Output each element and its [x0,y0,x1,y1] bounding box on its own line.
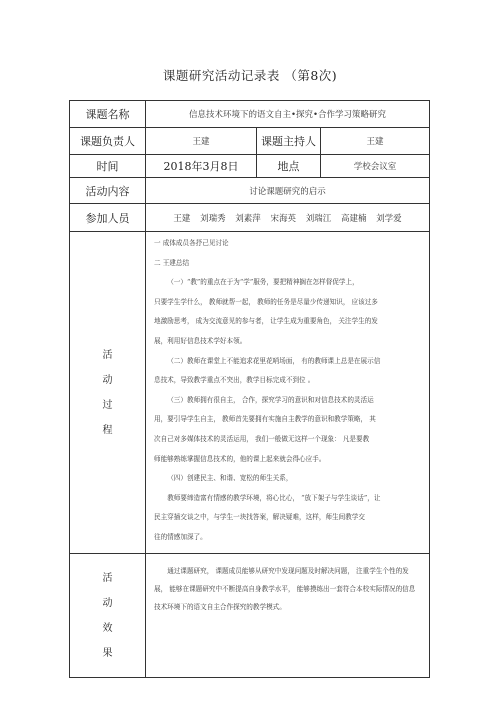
effect-text: 通过课题研究， 课题成员能够从研究中发现问题及时解决问题， 注重学生个性的发展， 能够在课题研究中不断提高自身教学水平， 能够摸练出一套符合本校实际情况的信息技术环境下的语文自主合作探究的教学模式。 [154,567,416,611]
host-label: 课题主持人 [257,128,321,155]
topic-value: 信息技术环境下的语文自主•探究•合作学习策略研究 [146,101,430,128]
leader-label: 课题负责人 [70,128,146,155]
process-line: 展，利用好信息技术学好本领。 [154,336,247,345]
participant-name: 刘瑞秀 [200,213,226,224]
place-value: 学校会议室 [321,155,430,178]
participant-name: 宋海英 [270,213,297,224]
process-line: 一 成体成员各抒己见讨论 [154,239,229,247]
page-title: 课题研究活动记录表 （第8次) [162,68,338,83]
row-content [70,178,430,204]
process-line: （二）教师在课堂上不能追求花里花哨场面， 有的教师课上总是在展示信 [167,356,381,365]
process-line: 次自己对多媒体技术的灵活运用， 我们一般做无这样一个现象： 凡是要教 [154,434,370,443]
process-line: 息技术，导致教学重点不突出，教学目标完成不到位 。 [154,376,315,385]
content-label: 活动内容 [70,178,146,204]
process-line: 往的情感加深了。 [154,532,207,541]
process-line: 师能够熟练掌握信息技术的，他的课上起来就会得心应手。 [154,454,326,463]
participants-list [146,204,430,232]
content-value: 讨论课题研究的启示 [146,178,430,204]
process-line: 二 王建总结 [154,258,190,267]
host-value: 王建 [321,128,430,155]
effect-label: 活 动 效 果 [70,554,146,678]
row-time [70,155,430,178]
time-value: 2018年3月8日 [146,155,257,178]
participant-name: 刘素萍 [235,213,261,224]
process-line: （一）“教”的重点在于为“学”服务，要把精神搁在怎样督促学上， [167,278,359,287]
row-leader [70,128,430,155]
process-content [146,232,430,554]
record-table [69,100,430,678]
process-line: （三）教师拥有很自主， 合作，探究学习的意识和对信息技术的灵活运 [167,395,374,404]
process-line: 只要学生学什么， 教师就帮一起， 教师的任务是尽量少传递知识， 应该过多 [154,297,378,306]
leader-value: 王建 [146,128,257,155]
participant-name: 刘学爱 [376,213,402,224]
topic-label: 课题名称 [70,101,146,128]
process-line: （四）创建民主、和谐、宽松的师生关系， [167,474,293,483]
participant-name: 王建 [173,213,191,224]
process-line: 民主穿插交谈之中，与学生一块找答案，解决疑难，这样，师生间教学交 [154,513,365,522]
place-label: 地点 [257,155,321,178]
row-topic [70,101,430,128]
effect-content [146,554,430,678]
participants-label: 参加人员 [70,204,146,232]
process-label: 活 动 过 程 [70,232,146,554]
participant-name: 刘瑞江 [305,213,332,224]
process-line: 用，要引导学生自主， 教师首先要拥有实施自主教学的意识和教学策略， 其 [154,415,376,424]
process-line: 教师要缔造富有情感的教学环境，将心比心， “放下架子与学生谈话”，让 [167,493,381,502]
row-process [70,232,430,554]
row-effect [70,554,430,678]
participant-name: 高建楠 [340,213,367,224]
time-label: 时间 [70,155,146,178]
row-participants [70,204,430,232]
process-line: 地激励思考， 成为交流意见的参与者， 让学生成为重要角色， 关注学生的发 [154,317,378,326]
